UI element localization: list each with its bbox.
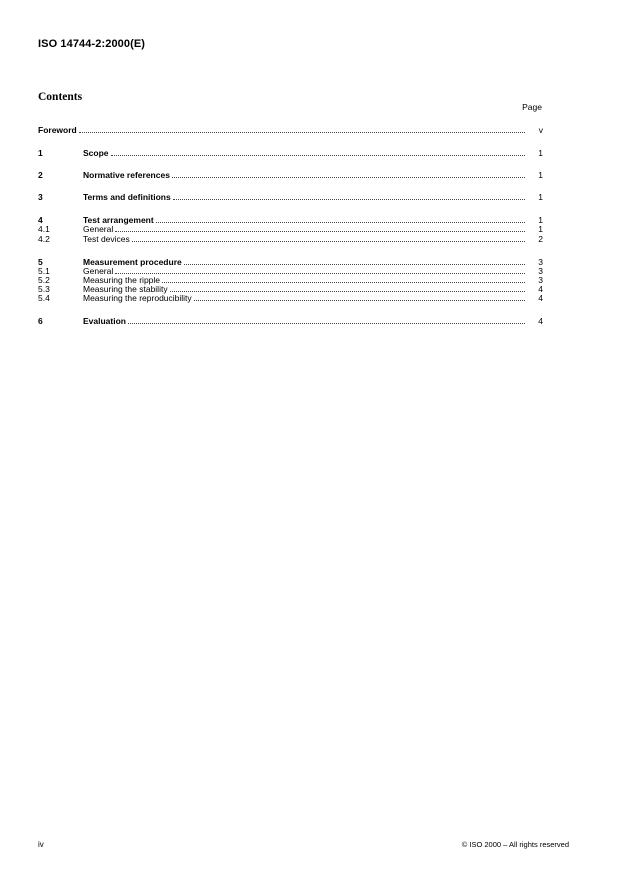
contents-title: Contents bbox=[38, 91, 83, 103]
toc-entry-page: 3 bbox=[538, 257, 543, 267]
toc-entry-page: 1 bbox=[538, 224, 543, 234]
toc-entry-number: 3 bbox=[38, 192, 43, 202]
toc-entry-foreword[interactable] bbox=[38, 125, 543, 135]
toc-dot-leader bbox=[132, 234, 525, 242]
toc-entry-page: 4 bbox=[538, 293, 543, 303]
toc-entry-title: Test arrangement bbox=[83, 215, 154, 225]
toc-entry-page: 1 bbox=[538, 170, 543, 180]
toc-entry-number: 5 bbox=[38, 257, 43, 267]
toc-dot-leader bbox=[170, 284, 525, 292]
toc-entry-number: 6 bbox=[38, 316, 43, 326]
toc-entry-number: 5.4 bbox=[38, 293, 50, 303]
toc-entry-title: General bbox=[83, 224, 114, 234]
footer-copyright: © ISO 2000 – All rights reserved bbox=[461, 840, 569, 849]
toc-entry-title: Measuring the reproducibility bbox=[83, 293, 192, 303]
toc-entry-title: Measuring the ripple bbox=[83, 275, 161, 285]
footer-page-number: iv bbox=[38, 840, 44, 849]
toc-dot-leader bbox=[172, 170, 525, 178]
toc-dot-leader bbox=[115, 224, 525, 232]
toc-entry-title: Measuring the stability bbox=[83, 284, 168, 294]
toc-entry-number: 1 bbox=[38, 148, 43, 158]
toc-entry-title: Terms and definitions bbox=[83, 192, 171, 202]
toc-dot-leader bbox=[162, 275, 525, 283]
toc-entry-page: 3 bbox=[538, 266, 543, 276]
page-column-label: Page bbox=[522, 102, 542, 112]
toc-entry-page: v bbox=[538, 125, 543, 135]
toc-entry-number: 5.1 bbox=[38, 266, 50, 276]
toc-dot-leader bbox=[79, 125, 525, 133]
toc-dot-leader bbox=[128, 316, 525, 324]
toc-entry-title: Scope bbox=[83, 148, 109, 158]
toc-entry-number: 4.1 bbox=[38, 224, 50, 234]
toc-entry-page: 2 bbox=[538, 234, 543, 244]
toc-dot-leader bbox=[173, 192, 525, 200]
toc-entry-page: 4 bbox=[538, 316, 543, 326]
toc-entry-4-2-test-devices[interactable] bbox=[38, 234, 543, 244]
toc-entry-4-1-general[interactable] bbox=[38, 224, 543, 234]
toc-entry-page: 1 bbox=[538, 148, 543, 158]
toc-entry-number: 2 bbox=[38, 170, 43, 180]
toc-entry-page: 4 bbox=[538, 284, 543, 294]
toc-entry-page: 1 bbox=[538, 215, 543, 225]
toc-entry-5-4-measuring-reproducibility[interactable] bbox=[38, 293, 543, 303]
toc-entry-page: 3 bbox=[538, 275, 543, 285]
toc-entry-title: Foreword bbox=[38, 125, 77, 135]
toc-entry-title: General bbox=[83, 266, 114, 276]
toc-entry-scope[interactable] bbox=[38, 148, 543, 158]
toc-entry-number: 4.2 bbox=[38, 234, 50, 244]
toc-entry-number: 5.3 bbox=[38, 284, 50, 294]
toc-entry-evaluation[interactable] bbox=[38, 316, 543, 326]
toc-dot-leader bbox=[111, 148, 525, 156]
toc-dot-leader bbox=[184, 257, 525, 265]
toc-entry-number: 5.2 bbox=[38, 275, 50, 285]
toc-entry-title: Normative references bbox=[83, 170, 170, 180]
toc-entry-page: 1 bbox=[538, 192, 543, 202]
toc-entry-title: Measurement procedure bbox=[83, 257, 182, 267]
toc-dot-leader bbox=[194, 293, 525, 301]
toc-entry-title: Evaluation bbox=[83, 316, 126, 326]
toc-entry-terms-and-definitions[interactable] bbox=[38, 192, 543, 202]
toc-dot-leader bbox=[115, 266, 525, 274]
document-id: ISO 14744-2:2000(E) bbox=[38, 38, 146, 50]
toc-entry-title: Test devices bbox=[83, 234, 130, 244]
toc-entry-number: 4 bbox=[38, 215, 43, 225]
toc-dot-leader bbox=[156, 215, 525, 223]
toc-entry-normative-references[interactable] bbox=[38, 170, 543, 180]
